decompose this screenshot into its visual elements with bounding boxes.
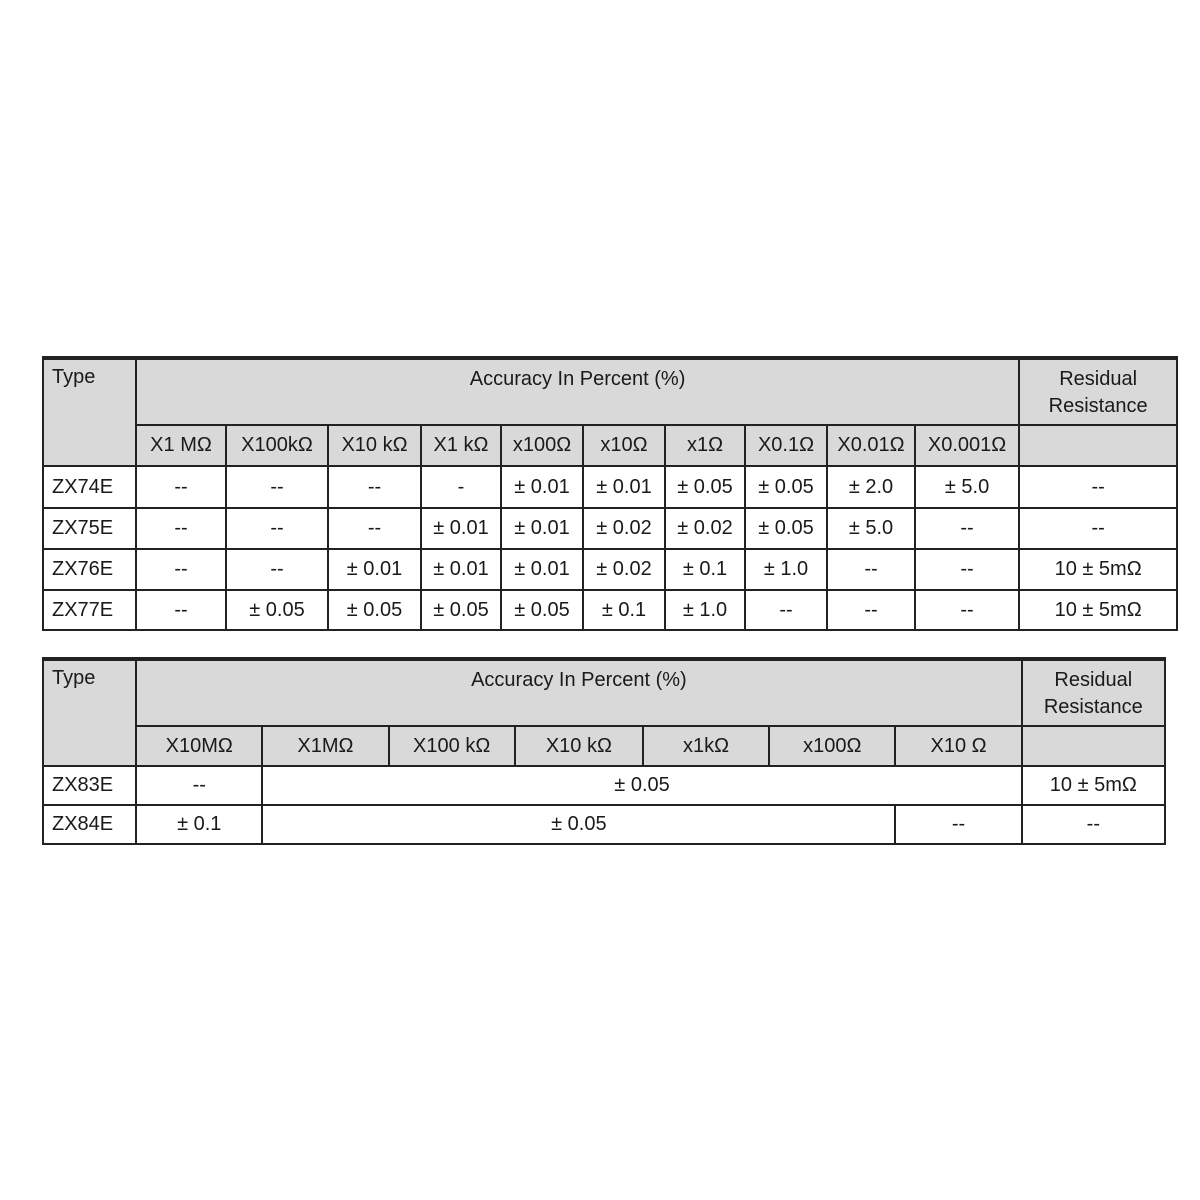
table-row: [43, 508, 1177, 549]
table-cell: --: [895, 805, 1021, 844]
residual-line1: Residual: [1054, 669, 1133, 691]
column-header: X10 Ω: [895, 726, 1021, 766]
residual-cell: --: [1019, 466, 1177, 508]
table-cell: -: [421, 466, 501, 508]
table-cell: ± 0.02: [583, 549, 665, 590]
table-cell: ± 0.01: [501, 508, 583, 549]
table-cell: --: [136, 590, 226, 630]
column-header: x10Ω: [583, 425, 665, 466]
row-type: ZX76E: [43, 549, 136, 590]
table-cell: ± 0.1: [665, 549, 745, 590]
column-header: X0.001Ω: [915, 425, 1019, 466]
table-cell: --: [827, 590, 915, 630]
column-header: X10MΩ: [136, 726, 262, 766]
table-cell: ± 0.05: [745, 508, 827, 549]
table-cell-span: ± 0.05: [262, 766, 1021, 805]
row-type: ZX75E: [43, 508, 136, 549]
table-cell: --: [226, 466, 328, 508]
column-header: X1 MΩ: [136, 425, 226, 466]
table-cell: ± 0.02: [583, 508, 665, 549]
table-cell: ± 0.01: [583, 466, 665, 508]
residual-line2: Resistance: [1048, 395, 1148, 417]
table-cell: --: [136, 766, 262, 805]
table-cell: --: [328, 508, 421, 549]
table-cell: ± 0.05: [328, 590, 421, 630]
residual-cell: 10 ± 5mΩ: [1019, 549, 1177, 590]
column-header: X10 kΩ: [515, 726, 643, 766]
residual-line2: Resistance: [1043, 696, 1143, 718]
table-cell: --: [745, 590, 827, 630]
residual-cell: 10 ± 5mΩ: [1022, 766, 1165, 805]
table-cell: ± 0.05: [226, 590, 328, 630]
column-header: x1kΩ: [643, 726, 769, 766]
table-cell: ± 1.0: [665, 590, 745, 630]
table-cell: --: [915, 590, 1019, 630]
table-cell: ± 2.0: [827, 466, 915, 508]
residual-cell: --: [1022, 805, 1165, 844]
accuracy-table-zx7x: [42, 356, 1178, 631]
table-cell: ± 0.01: [421, 508, 501, 549]
table-cell: ± 5.0: [827, 508, 915, 549]
column-header: X100kΩ: [226, 425, 328, 466]
column-header: X0.01Ω: [827, 425, 915, 466]
column-header: X1MΩ: [262, 726, 388, 766]
column-header: X100 kΩ: [389, 726, 515, 766]
table-cell: ± 0.01: [328, 549, 421, 590]
table-cell: ± 0.05: [745, 466, 827, 508]
table-row: [43, 466, 1177, 508]
table-row: [43, 805, 1165, 844]
table-row: [43, 766, 1165, 805]
residual-subheader-blank: [1019, 425, 1177, 466]
table-cell: ± 5.0: [915, 466, 1019, 508]
type-header: Type: [43, 358, 136, 466]
accuracy-table-zx8x: [42, 657, 1166, 845]
row-type: ZX84E: [43, 805, 136, 844]
table-cell: --: [226, 549, 328, 590]
table-cell: --: [136, 508, 226, 549]
table-cell: ± 0.01: [421, 549, 501, 590]
column-header: X0.1Ω: [745, 425, 827, 466]
table-cell: --: [915, 549, 1019, 590]
type-header: Type: [43, 659, 136, 766]
accuracy-header: Accuracy In Percent (%): [136, 659, 1022, 726]
table-cell: --: [915, 508, 1019, 549]
table-cell: ± 0.1: [583, 590, 665, 630]
table-cell: ± 0.05: [665, 466, 745, 508]
table-cell: ± 0.05: [421, 590, 501, 630]
residual-resistance-header: [1019, 358, 1177, 425]
row-type: ZX83E: [43, 766, 136, 805]
table-cell-span: ± 0.05: [262, 805, 895, 844]
table-cell: ± 0.1: [136, 805, 262, 844]
table-cell: --: [136, 549, 226, 590]
residual-cell: 10 ± 5mΩ: [1019, 590, 1177, 630]
residual-resistance-header: [1022, 659, 1165, 726]
residual-cell: --: [1019, 508, 1177, 549]
table-cell: --: [136, 466, 226, 508]
row-type: ZX77E: [43, 590, 136, 630]
row-type: ZX74E: [43, 466, 136, 508]
table-cell: ± 0.02: [665, 508, 745, 549]
residual-subheader-blank: [1022, 726, 1165, 766]
residual-line1: Residual: [1059, 368, 1138, 390]
column-header: x100Ω: [501, 425, 583, 466]
column-header: x1Ω: [665, 425, 745, 466]
table-cell: --: [827, 549, 915, 590]
table-cell: ± 0.01: [501, 549, 583, 590]
table-cell: ± 0.05: [501, 590, 583, 630]
column-header: X1 kΩ: [421, 425, 501, 466]
table-cell: ± 0.01: [501, 466, 583, 508]
table-cell: --: [226, 508, 328, 549]
table-row: [43, 590, 1177, 630]
table-cell: ± 1.0: [745, 549, 827, 590]
accuracy-header: Accuracy In Percent (%): [136, 358, 1019, 425]
table-cell: --: [328, 466, 421, 508]
column-header: x100Ω: [769, 726, 895, 766]
table-row: [43, 549, 1177, 590]
column-header: X10 kΩ: [328, 425, 421, 466]
